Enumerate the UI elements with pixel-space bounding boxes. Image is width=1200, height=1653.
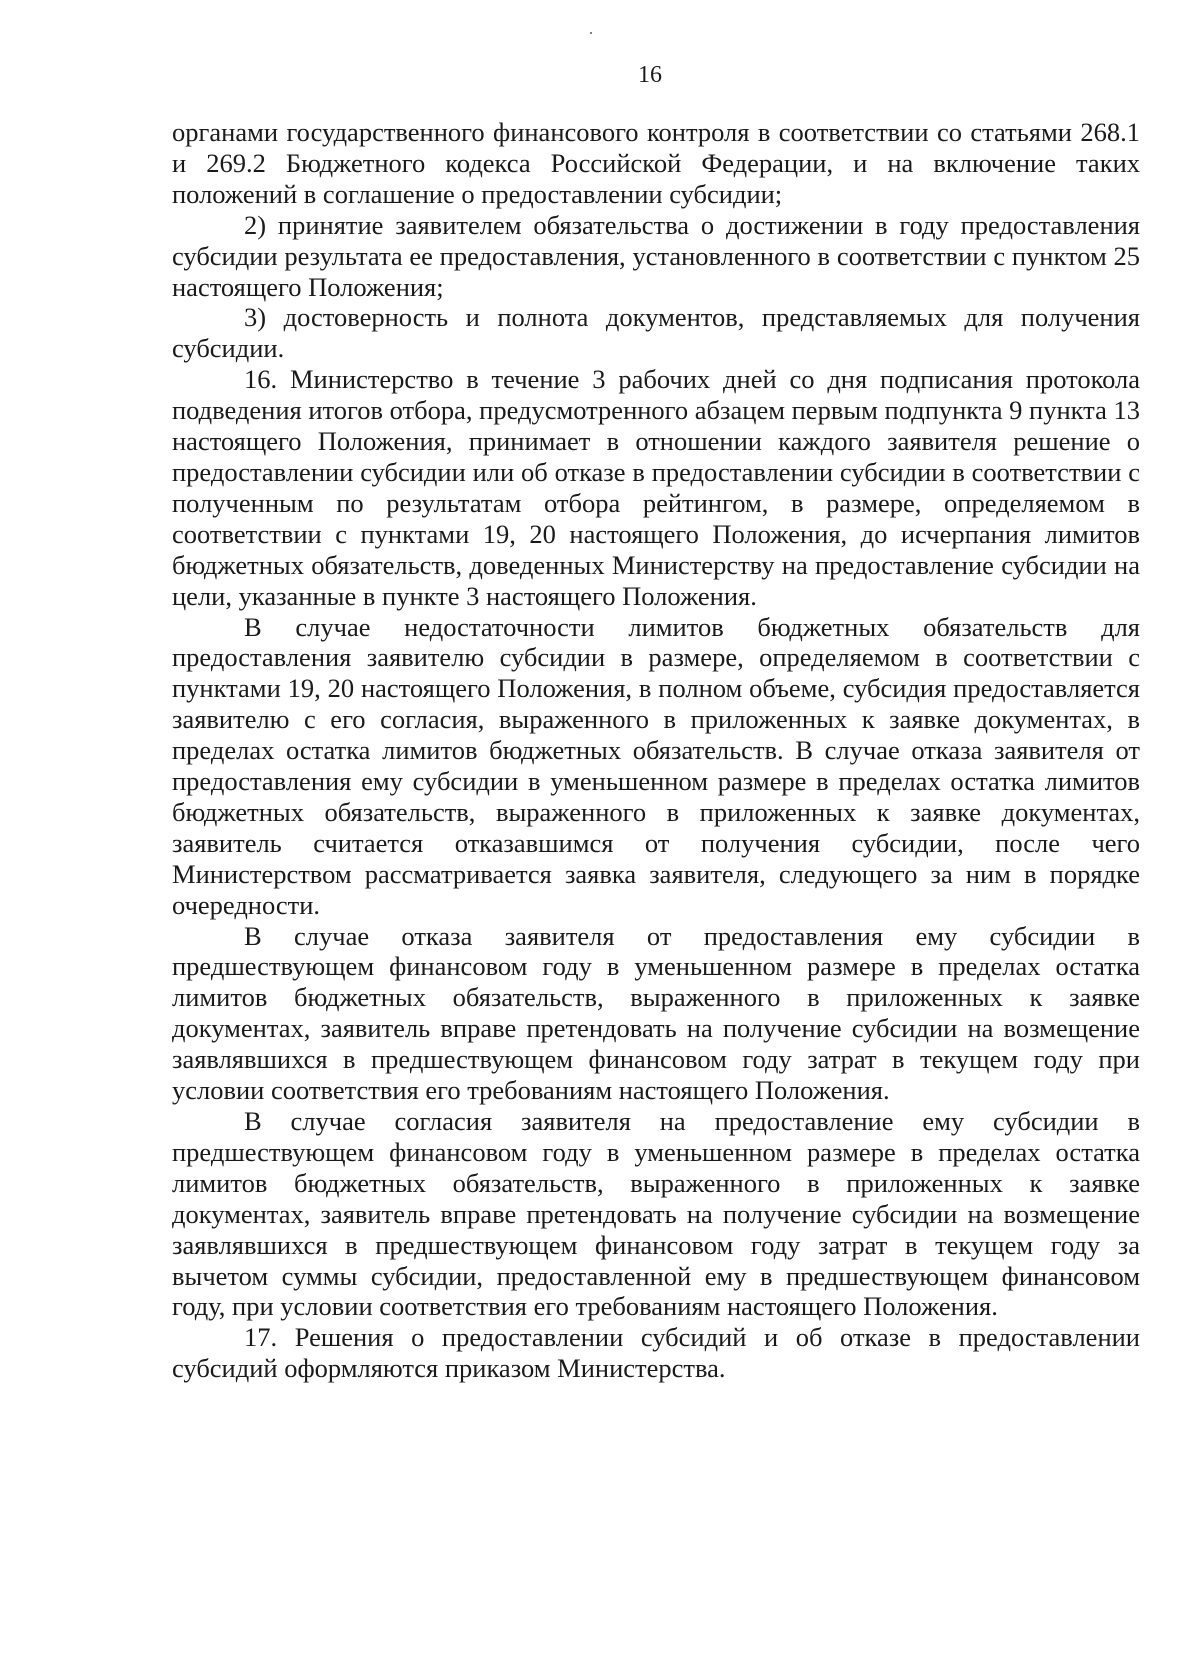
- paragraph-item-3: 3) достоверность и полнота документов, представляемых для получения субсидии.: [172, 302, 1140, 364]
- paragraph-continuation: органами государственного финансового контроля в соответствии со статьями 268.1 и 269.2 Бюджетного кодекса Российской Федерации, и на включение таких положений в соглашение о предоставлении субсидии;: [172, 117, 1140, 209]
- scan-speck: [590, 32, 592, 34]
- paragraph-item-2: 2) принятие заявителем обязательства о достижении в году предоставления субсидии результата ее предоставления, установленного в соответствии с пунктом 25 настоящего Положения;: [172, 209, 1140, 302]
- paragraph-clause-17: 17. Решения о предоставлении субсидий и об отказе в предоставлении субсидий оформляются приказом Министерства.: [172, 1322, 1140, 1384]
- paragraph-refusal-case: В случае отказа заявителя от предоставления ему субсидии в предшествующем финансовом году в уменьшенном размере в пределах остатка лимитов бюджетных обязательств, выраженного в приложенных к заявке документах, заявитель вправе претендовать на получение субсидии на возмещение заявлявшихся в предшествующем финансовом году затрат в текущем году при условии соответствия его требованиям настоящего Положения.: [172, 920, 1140, 1106]
- paragraph-insufficient-limits: В случае недостаточности лимитов бюджетных обязательств для предоставления заявителю субсидии в размере, определяемом в соответствии с пунктами 19, 20 настоящего Положения, в полном объеме, субсидия предоставляется заявителю с его согласия, выраженного в приложенных к заявке документах, в пределах остатка лимитов бюджетных обязательств. В случае отказа заявителя от предоставления ему субсидии в уменьшенном размере в пределах остатка лимитов бюджетных обязательств, выраженного в приложенных к заявке документах, заявитель считается отказавшимся от получения субсидии, после чего Министерством рассматривается заявка заявителя, следующего за ним в порядке очередности.: [172, 611, 1140, 920]
- paragraph-consent-case: В случае согласия заявителя на предоставление ему субсидии в предшествующем финансовом году в уменьшенном размере в пределах остатка лимитов бюджетных обязательств, выраженного в приложенных к заявке документах, заявитель вправе претендовать на получение субсидии на возмещение заявлявшихся в предшествующем финансовом году затрат в текущем году за вычетом суммы субсидии, предоставленной ему в предшествующем финансовом году, при условии соответствия его требованиям настоящего Положения.: [172, 1106, 1140, 1322]
- page-number: 16: [638, 62, 662, 88]
- paragraph-clause-16: 16. Министерство в течение 3 рабочих дней со дня подписания протокола подведения итогов отбора, предусмотренного абзацем первым подпункта 9 пункта 13 настоящего Положения, принимает в отношении каждого заявителя решение о предоставлении субсидии или об отказе в предоставлении субсидии в соответствии с полученным по результатам отбора рейтингом, в размере, определяемом в соответствии с пунктами 19, 20 настоящего Положения, до исчерпания лимитов бюджетных обязательств, доведенных Министерству на предоставление субсидии на цели, указанные в пункте 3 настоящего Положения.: [172, 364, 1140, 611]
- document-body: [172, 117, 1140, 1384]
